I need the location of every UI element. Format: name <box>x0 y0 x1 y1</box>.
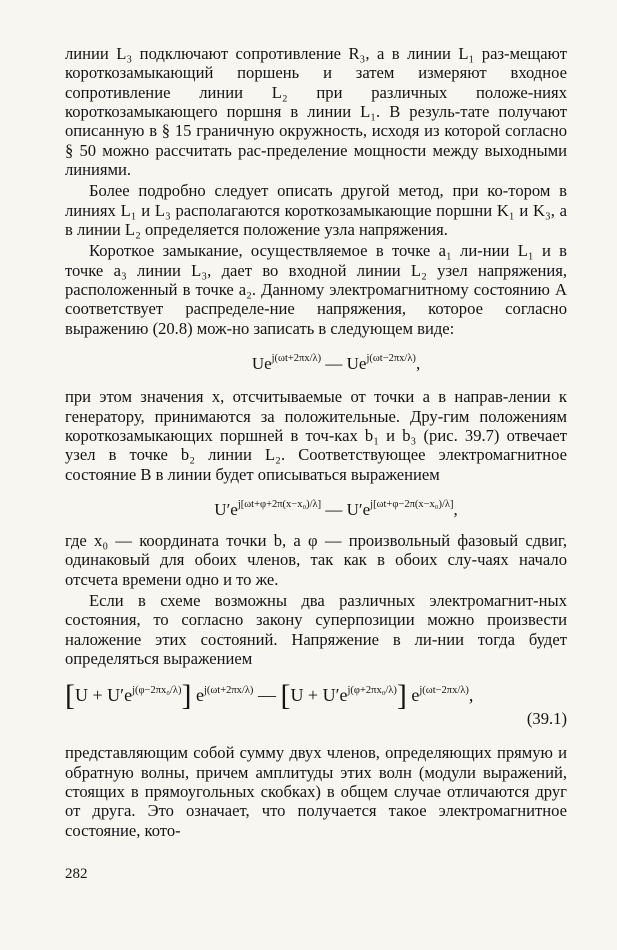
formula-term: U + U′e <box>290 685 348 706</box>
formula-term: e <box>406 685 420 706</box>
formula-exponent: j(ωt−2πx/λ) <box>366 353 416 365</box>
formula-operator: — <box>321 354 347 374</box>
formula-exponent: j(ωt+2πx/λ) <box>203 685 254 697</box>
formula-operator: — <box>253 685 281 706</box>
formula-exponent: j(ωt−2πx/λ) <box>419 685 469 697</box>
formula-exponent: j[ωt+φ−2π(x−x₀)/λ] <box>370 498 454 510</box>
formula-term: Ue <box>346 354 367 374</box>
formula-exponent: j(ωt+2πx/λ) <box>271 353 322 365</box>
formula-punctuation: , <box>468 685 474 706</box>
equation-number: (39.1) <box>526 709 567 729</box>
paragraph-1: линии L₃ подключают сопротивление R₃, а в линии L₁ раз-мещают короткозамыкающий поршень и затем измеряют входное сопротивление линии L₂ при различных положе-ниях короткозамыкающего поршня в линии L₁. В резуль-тате получают описанную в § 15 граничную окружность, исходя из которой согласно § 50 можно рассчитать рас-пределение мощности между выходными линиями. <box>65 44 567 180</box>
formula-punctuation: , <box>453 499 458 519</box>
formula-state-a <box>105 348 567 375</box>
page-number: 282 <box>65 866 88 882</box>
page-body <box>65 44 567 840</box>
left-bracket: [ <box>65 679 75 713</box>
formula-exponent: j(φ+2πx₀/λ) <box>347 685 397 697</box>
formula-term: U′e <box>214 499 238 519</box>
formula-exponent: j[ωt+φ+2π(x−x₀)/λ] <box>237 498 322 510</box>
formula-superposition <box>65 679 567 713</box>
right-bracket: ] <box>396 679 407 713</box>
paragraph-2: Более подробно следует описать другой метод, при ко-тором в линиях L₁ и L₃ располагаются короткозамыкающие поршни K₁ и K₃, а в линии L₂ определяется положение узла напряжения. <box>65 181 567 240</box>
right-bracket: ] <box>181 679 192 713</box>
left-bracket: [ <box>280 679 291 713</box>
paragraph-4: при этом значения x, отсчитываемые от точки a в направ-лении к генератору, принимаются за положительные. Дру-гим положениям короткозамыкающих поршней в точ-ках b₁ и b₃ (рис. 39.7) отвечает узел в точке b₂ линии L₂. Соответствующее электромагнитное состояние B в линии будет описываться выражением <box>65 387 567 484</box>
formula-punctuation: , <box>415 354 421 374</box>
formula-state-b <box>105 494 567 521</box>
formula-term: U + U′e <box>75 685 133 706</box>
formula-term: e <box>191 685 204 706</box>
paragraph-7: представляющим собой сумму двух членов, определяющих прямую и обратную волны, причем амплитуды этих волн (модули выражений, стоящих в прямоугольных скобках) в общем случае отличаются друг от друга. Это означает, что получается такое электромагнитное состояние, кото- <box>65 743 567 840</box>
paragraph-6: Если в схеме возможны два различных электромагнит-ных состояния, то согласно закону суперпозиции можно произвести наложение этих состояний. Напряжение в ли-нии тогда будет определяться выражением <box>65 590 567 668</box>
formula-exponent: j(φ−2πx₀/λ) <box>132 685 182 697</box>
paragraph-5: где x₀ — координата точки b, а φ — произвольный фазовый сдвиг, одинаковый для обоих членов, так как в обоих слу-чаях начало отсчета времени одно и то же. <box>65 530 567 589</box>
formula-operator: — <box>321 499 347 519</box>
formula-term: Ue <box>251 354 272 374</box>
formula-term: U′e <box>346 499 371 519</box>
paragraph-3: Короткое замыкание, осуществляемое в точке a₁ ли-нии L₁ и в точке a₃ линии L₃, дает во входной линии L₂ узел напряжения, расположенный в точке a₂. Данному электромагнитному состоянию A соответствует распределе-ние напряжения, которое согласно выражению (20.8) мож-но записать в следующем виде: <box>65 241 567 338</box>
